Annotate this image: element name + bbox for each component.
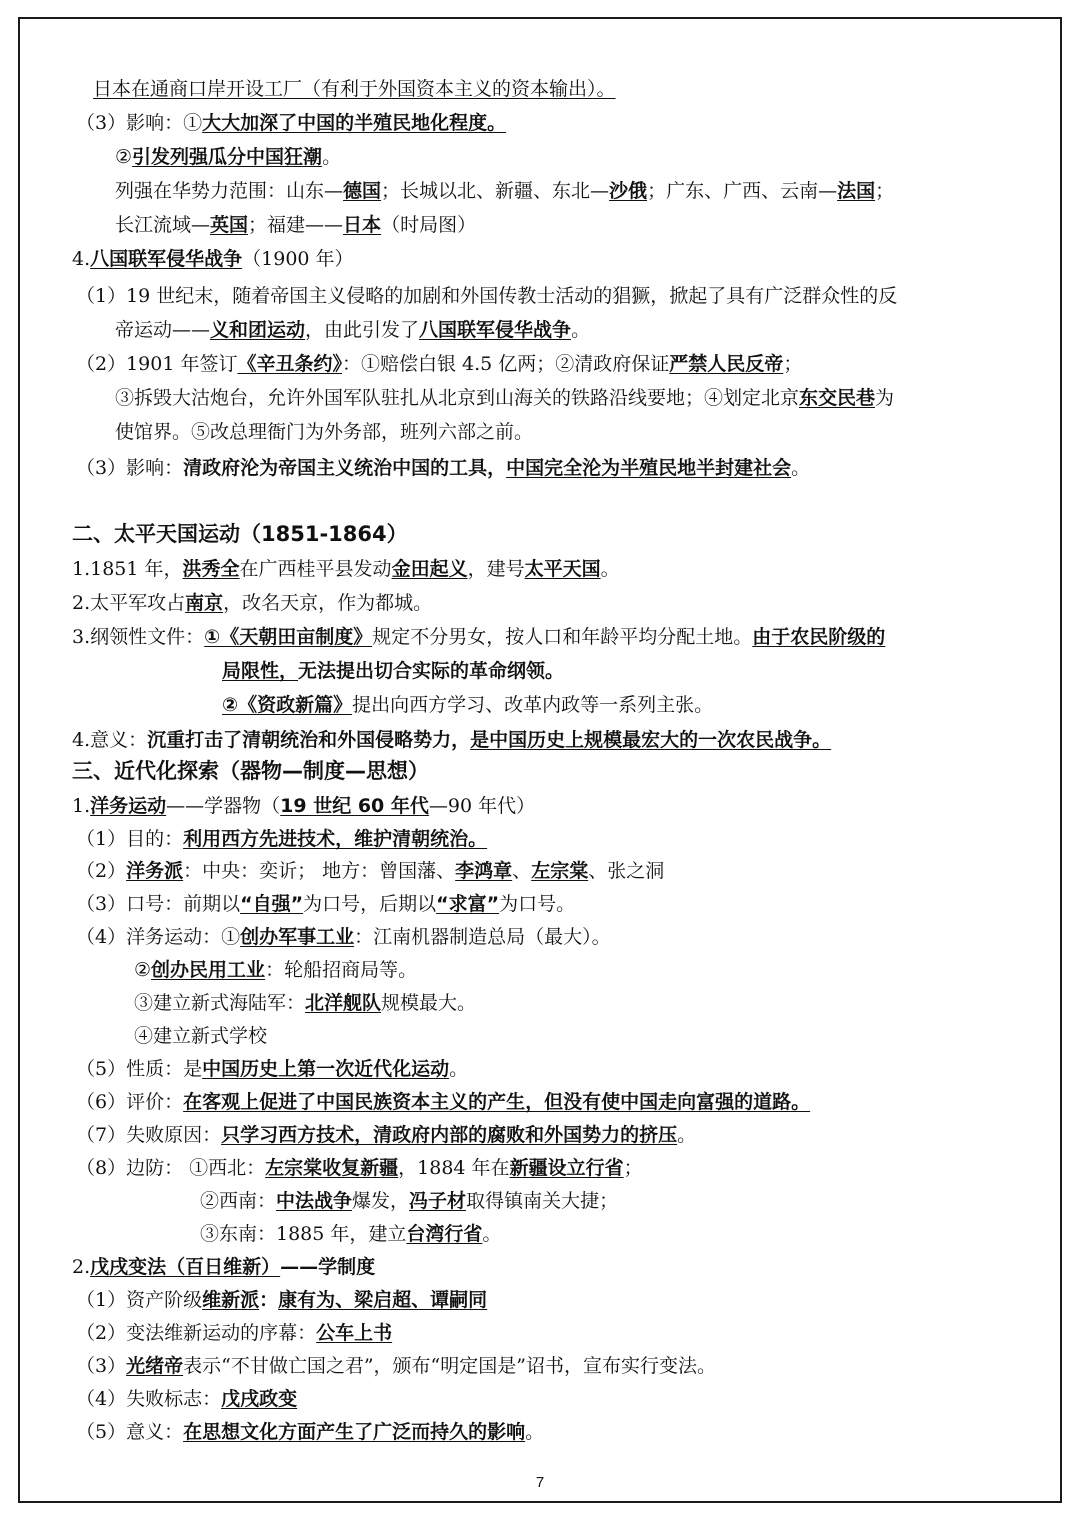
text-segment: ：①赔偿白银 4.5 亿两；②清政府保证 xyxy=(342,353,670,375)
text-line xyxy=(72,556,620,582)
text-segment: 4.意义： xyxy=(72,729,148,751)
key-term: 李鸿章 xyxy=(455,860,513,882)
key-term: 洪秀全 xyxy=(182,558,240,580)
key-term: 中国完全沦为半殖民地半封建社会 xyxy=(506,457,792,479)
text-segment: （3）口号：前期以 xyxy=(76,893,241,915)
key-term: 沙俄 xyxy=(609,180,648,202)
key-term: ①《天朝田亩制度》 xyxy=(204,626,373,648)
key-term: 局限性， xyxy=(222,660,299,682)
text-segment: （5）意义： xyxy=(76,1421,184,1443)
key-term: 维新派 xyxy=(202,1289,260,1311)
text-segment: 为口号。 xyxy=(499,893,576,915)
key-term: 日本在通商口岸开设工厂（有利于外国资本主义的资本输出）。 xyxy=(93,78,616,100)
key-term: 八国联军侵华战争 xyxy=(419,319,572,341)
text-segment: ； xyxy=(783,353,803,375)
text-line xyxy=(76,891,575,917)
text-segment: ； xyxy=(875,180,895,202)
text-segment: 2.太平军攻占 xyxy=(72,592,186,614)
text-line xyxy=(222,658,564,684)
key-term: 利用西方先进技术，维护清朝统治。 xyxy=(183,828,488,850)
text-segment: 取得镇南关大捷； xyxy=(466,1190,619,1212)
text-segment: 。 xyxy=(449,1058,469,1080)
text-segment: 。 xyxy=(791,457,811,479)
text-line xyxy=(134,957,417,983)
text-line xyxy=(76,1056,468,1082)
key-term: 英国 xyxy=(210,214,249,236)
text-segment: （3）影响：① xyxy=(76,112,203,134)
text-segment: 使馆界。⑤改总理衙门为外务部，班列六部之前。 xyxy=(115,421,534,443)
key-term: 在思想文化方面产生了广泛而持久的影响 xyxy=(183,1421,526,1443)
key-term: 日本 xyxy=(343,214,382,236)
text-segment: ， xyxy=(487,457,507,479)
key-term: 洋务派 xyxy=(126,860,184,882)
text-line xyxy=(200,1188,618,1214)
key-term: 公车上书 xyxy=(316,1322,393,1344)
text-segment: （3） xyxy=(76,1355,127,1377)
key-term: 法国 xyxy=(837,180,876,202)
text-line xyxy=(200,1221,501,1247)
text-segment: ，1884 年在 xyxy=(398,1157,510,1179)
text-line xyxy=(93,76,616,102)
text-segment: ，改名天京，作为都城。 xyxy=(223,592,433,614)
text-line xyxy=(72,246,354,272)
key-term: 南京 xyxy=(185,592,224,614)
text-segment: ③建立新式海陆军： xyxy=(134,992,306,1014)
key-term: 左宗棠 xyxy=(531,860,589,882)
section-heading: 三、近代化探索（器物—制度—思想） xyxy=(72,759,429,783)
key-term: 19 世纪 60 年代 xyxy=(280,795,429,817)
key-term: 冯子材 xyxy=(409,1190,467,1212)
text-segment: （1）目的： xyxy=(76,828,184,850)
text-line xyxy=(76,924,611,950)
text-segment: ：中央：奕䜣； 地方：曾国藩、 xyxy=(183,860,456,882)
text-line xyxy=(76,1287,487,1313)
key-term: 大大加深了中国的半殖民地化程度。 xyxy=(202,112,507,134)
text-segment: （4）洋务运动：① xyxy=(76,926,241,948)
text-segment: 为口号，后期以 xyxy=(303,893,437,915)
text-line xyxy=(115,178,894,204)
text-line xyxy=(134,1023,267,1049)
text-segment: —90 年代） xyxy=(428,795,536,817)
key-term: 洋务运动 xyxy=(90,795,167,817)
key-term: 中法战争 xyxy=(276,1190,353,1212)
key-term: 八国联军侵华战争 xyxy=(90,248,243,270)
text-segment: 1. xyxy=(72,795,91,817)
text-segment: 。 xyxy=(677,1124,697,1146)
text-segment: 提出向西方学习、改革内政等一系列主张。 xyxy=(352,694,714,716)
key-term: “求富” xyxy=(436,893,500,915)
text-segment: 、张之洞 xyxy=(588,860,665,882)
text-line xyxy=(115,419,533,445)
text-line xyxy=(115,144,341,170)
text-segment: ： xyxy=(259,1289,279,1311)
text-line xyxy=(222,692,713,718)
text-segment: 沉重打击了清朝统治和外国侵略势力， xyxy=(147,729,471,751)
text-segment: （5）性质：是 xyxy=(76,1058,203,1080)
text-segment: （2） xyxy=(76,860,127,882)
key-term: 光绪帝 xyxy=(126,1355,184,1377)
key-term: 东交民巷 xyxy=(799,387,876,409)
text-segment: （3）影响： xyxy=(76,457,184,479)
key-term: ②《资政新篇》 xyxy=(222,694,353,716)
key-term: 德国 xyxy=(343,180,382,202)
text-line xyxy=(76,1155,643,1181)
key-term: 太平天国 xyxy=(524,558,601,580)
key-term: “自强” xyxy=(240,893,304,915)
text-segment: ——学器物（ xyxy=(166,795,281,817)
text-line xyxy=(76,826,487,852)
text-segment: ② xyxy=(134,959,152,981)
text-line xyxy=(76,1320,392,1346)
text-segment: 1.1851 年， xyxy=(72,558,183,580)
text-segment: ②西南： xyxy=(200,1190,277,1212)
text-segment: 无法提出切合实际的革命纲领。 xyxy=(298,660,565,682)
key-term: 在客观上促进了中国民族资本主义的产生，但没有使中国走向富强的道路。 xyxy=(183,1091,811,1113)
text-line xyxy=(115,317,590,343)
text-segment: 为 xyxy=(875,387,895,409)
text-segment: ：轮船招商局等。 xyxy=(265,959,418,981)
section-heading: 二、太平天国运动（1851-1864） xyxy=(72,522,408,546)
key-term: 左宗棠收复新疆 xyxy=(265,1157,399,1179)
key-term: 金田起义 xyxy=(391,558,468,580)
text-segment: 。 xyxy=(482,1223,502,1245)
key-term: 台湾行省 xyxy=(406,1223,483,1245)
text-segment: ；广东、广西、云南— xyxy=(647,180,838,202)
key-term: 义和团运动 xyxy=(210,319,306,341)
text-segment: ；福建—— xyxy=(248,214,344,236)
key-term: 戊戌政变 xyxy=(221,1388,298,1410)
text-segment: ③东南：1885 年，建立 xyxy=(200,1223,407,1245)
key-term: 是中国历史上规模最宏大的一次农民战争。 xyxy=(470,729,832,751)
text-segment: ② xyxy=(115,146,133,168)
key-term: 由于农民阶级的 xyxy=(752,626,886,648)
text-segment: ④建立新式学校 xyxy=(134,1025,268,1047)
text-segment: ； xyxy=(623,1157,643,1179)
text-line xyxy=(76,1419,544,1445)
key-term: 严禁人民反帝 xyxy=(669,353,784,375)
key-term: 康有为、梁启超、谭嗣同 xyxy=(278,1289,488,1311)
text-line xyxy=(76,1386,297,1412)
text-segment: （8）边防： ①西北： xyxy=(76,1157,266,1179)
text-segment: ——学制度 xyxy=(280,1256,376,1278)
text-line xyxy=(76,1089,810,1115)
text-segment: ：江南机器制造总局（最大）。 xyxy=(354,926,611,948)
text-line xyxy=(72,590,432,616)
text-segment: 。 xyxy=(322,146,342,168)
text-segment: 在广西桂平县发动 xyxy=(239,558,392,580)
text-line xyxy=(76,110,506,136)
text-line xyxy=(76,455,810,481)
text-segment: 2. xyxy=(72,1256,91,1278)
text-segment: 4. xyxy=(72,248,91,270)
text-segment: （1）资产阶级 xyxy=(76,1289,203,1311)
text-segment: （2）变法维新运动的序幕： xyxy=(76,1322,317,1344)
text-segment: （1900 年） xyxy=(242,248,354,270)
page-number: 7 xyxy=(535,1474,545,1491)
text-segment: 、 xyxy=(512,860,532,882)
text-line xyxy=(134,990,476,1016)
text-segment: 规模最大。 xyxy=(381,992,477,1014)
text-segment: ③拆毁大沽炮台，允许外国军队驻扎从北京到山海关的铁路沿线要地；④划定北京 xyxy=(115,387,800,409)
text-segment: 列强在华势力范围：山东— xyxy=(115,180,344,202)
text-line xyxy=(72,624,885,650)
text-line xyxy=(76,351,802,377)
key-term: 创办民用工业 xyxy=(151,959,266,981)
key-term: 戊戌变法（百日维新） xyxy=(90,1256,281,1278)
text-segment: （1）19 世纪末，随着帝国主义侵略的加剧和外国传教士活动的猖獗，掀起了具有广泛群众性的反 xyxy=(76,285,898,307)
text-line xyxy=(76,283,897,309)
key-term: 只学习西方技术，清政府内部的腐败和外国势力的挤压 xyxy=(221,1124,678,1146)
text-segment: 帝运动—— xyxy=(115,319,211,341)
text-segment: （6）评价： xyxy=(76,1091,184,1113)
text-segment: 。 xyxy=(571,319,591,341)
text-line xyxy=(76,858,664,884)
key-term: 引发列强瓜分中国狂潮 xyxy=(132,146,323,168)
text-segment: ，建号 xyxy=(467,558,525,580)
text-segment: ，由此引发了 xyxy=(305,319,420,341)
text-segment: （2）1901 年签订 xyxy=(76,353,238,375)
text-segment: （时局图） xyxy=(381,214,477,236)
key-term: 创办军事工业 xyxy=(240,926,355,948)
text-line xyxy=(115,385,894,411)
text-line xyxy=(115,212,476,238)
key-term: 新疆设立行省 xyxy=(509,1157,624,1179)
key-term: 北洋舰队 xyxy=(305,992,382,1014)
text-segment: 表示“不甘做亡国之君”，颁布“明定国是”诏书，宣布实行变法。 xyxy=(183,1355,716,1377)
text-line xyxy=(72,793,535,819)
text-line xyxy=(72,727,831,753)
text-line xyxy=(76,1122,696,1148)
text-segment: 。 xyxy=(525,1421,545,1443)
text-segment: （4）失败标志： xyxy=(76,1388,222,1410)
text-segment: 爆发， xyxy=(352,1190,410,1212)
text-segment: ；长城以北、新疆、东北— xyxy=(381,180,610,202)
text-segment: 长江流域— xyxy=(115,214,211,236)
text-line xyxy=(72,1254,375,1280)
key-term: 中国历史上第一次近代化运动 xyxy=(202,1058,450,1080)
text-segment: （7）失败原因： xyxy=(76,1124,222,1146)
key-term: 《辛丑条约》 xyxy=(237,353,342,375)
text-line xyxy=(76,1353,716,1379)
text-segment: 。 xyxy=(600,558,620,580)
text-segment: 规定不分男女，按人口和年龄平均分配土地。 xyxy=(372,626,753,648)
text-segment: 3.纲领性文件： xyxy=(72,626,205,648)
text-segment: 清政府沦为帝国主义统治中国的工具 xyxy=(183,457,488,479)
